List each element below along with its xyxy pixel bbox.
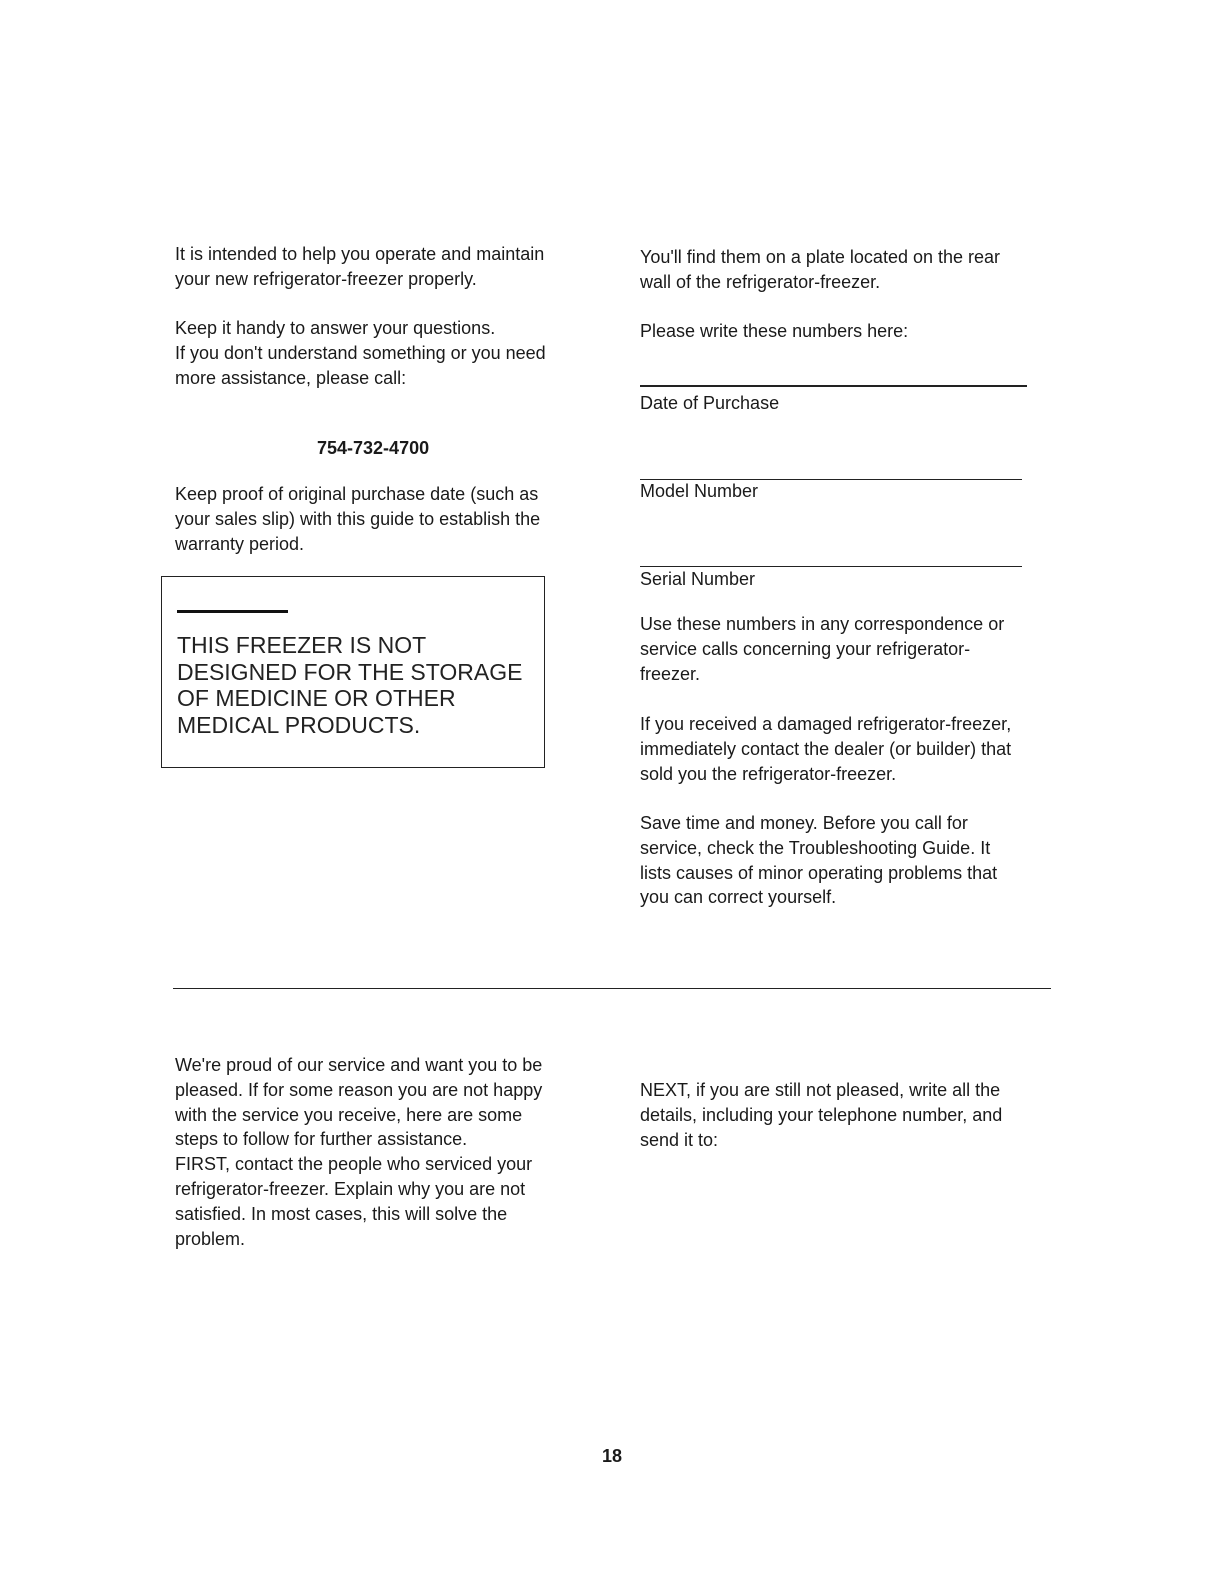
use-line-1: Use these numbers in any correspondence or <box>640 614 1005 634</box>
use-line-2: service calls concerning your refrigerator- <box>640 638 971 659</box>
save-paragraph <box>640 811 997 910</box>
service-line-5: FIRST, contact the people who serviced your <box>175 1154 533 1175</box>
service-paragraph <box>175 1053 542 1251</box>
service-line-6: refrigerator-freezer. Explain why you are not <box>175 1178 526 1199</box>
model-label: Model Number <box>640 481 759 501</box>
damaged-line-2: immediately contact the dealer (or builder) that <box>640 738 1012 759</box>
service-line-8: problem. <box>175 1228 246 1249</box>
next-paragraph <box>640 1078 1002 1152</box>
damaged-line-1: If you received a damaged refrigerator-freezer, <box>640 714 1012 734</box>
warning-line-4: MEDICAL PRODUCTS. <box>177 711 421 738</box>
warning-bar <box>177 610 288 613</box>
page-number: 18 <box>601 1446 623 1466</box>
proof-line-3: warranty period. <box>175 533 305 554</box>
save-line-4: you can correct yourself. <box>640 887 837 908</box>
service-line-1: We're proud of our service and want you to be <box>175 1055 543 1075</box>
intro-line-2: your new refrigerator-freezer properly. <box>175 268 477 289</box>
damaged-line-3: sold you the refrigerator-freezer. <box>640 763 897 784</box>
handy-line-1: Keep it handy to answer your questions. <box>175 318 496 338</box>
warning-box <box>161 576 545 768</box>
date-line <box>640 385 1027 387</box>
warning-line-2: DESIGNED FOR THE STORAGE <box>177 658 523 685</box>
phone-number: 754-732-4700 <box>317 438 430 458</box>
save-line-3: lists causes of minor operating problems that <box>640 862 998 883</box>
service-line-2: pleased. If for some reason you are not happy <box>175 1079 543 1100</box>
plate-line-1: You'll find them on a plate located on the rear <box>640 247 1001 267</box>
service-line-3: with the service you receive, here are some <box>175 1104 523 1125</box>
write-prompt: Please write these numbers here: <box>640 321 909 341</box>
next-line-1: NEXT, if you are still not pleased, write all the <box>640 1080 1001 1100</box>
use-paragraph <box>640 612 1004 686</box>
next-line-2: details, including your telephone number, and <box>640 1104 1003 1125</box>
plate-line-2: wall of the refrigerator-freezer. <box>640 271 881 292</box>
next-line-3: send it to: <box>640 1129 719 1150</box>
warning-line-3: OF MEDICINE OR OTHER <box>177 685 456 711</box>
use-line-3: freezer. <box>640 663 701 684</box>
proof-paragraph <box>175 482 540 556</box>
intro-line-1: It is intended to help you operate and maintain <box>175 244 545 264</box>
serial-label: Serial Number <box>640 569 756 589</box>
plate-paragraph <box>640 245 1000 295</box>
handy-line-2: If you don't understand something or you need <box>175 342 546 363</box>
proof-line-2: your sales slip) with this guide to establish the <box>175 508 541 529</box>
save-line-2: service, check the Troubleshooting Guide. It <box>640 837 991 858</box>
save-line-1: Save time and money. Before you call for <box>640 813 968 833</box>
warning-text <box>177 632 537 738</box>
intro-paragraph <box>175 242 544 292</box>
service-line-7: satisfied. In most cases, this will solve the <box>175 1203 508 1224</box>
service-line-4: steps to follow for further assistance. <box>175 1129 468 1150</box>
date-label: Date of Purchase <box>640 393 780 413</box>
proof-line-1: Keep proof of original purchase date (such as <box>175 484 539 504</box>
warning-line-1: THIS FREEZER IS NOT <box>177 632 427 658</box>
handy-line-3: more assistance, please call: <box>175 367 407 388</box>
damaged-paragraph <box>640 712 1011 786</box>
handy-paragraph <box>175 316 546 390</box>
section-divider <box>173 988 1051 989</box>
